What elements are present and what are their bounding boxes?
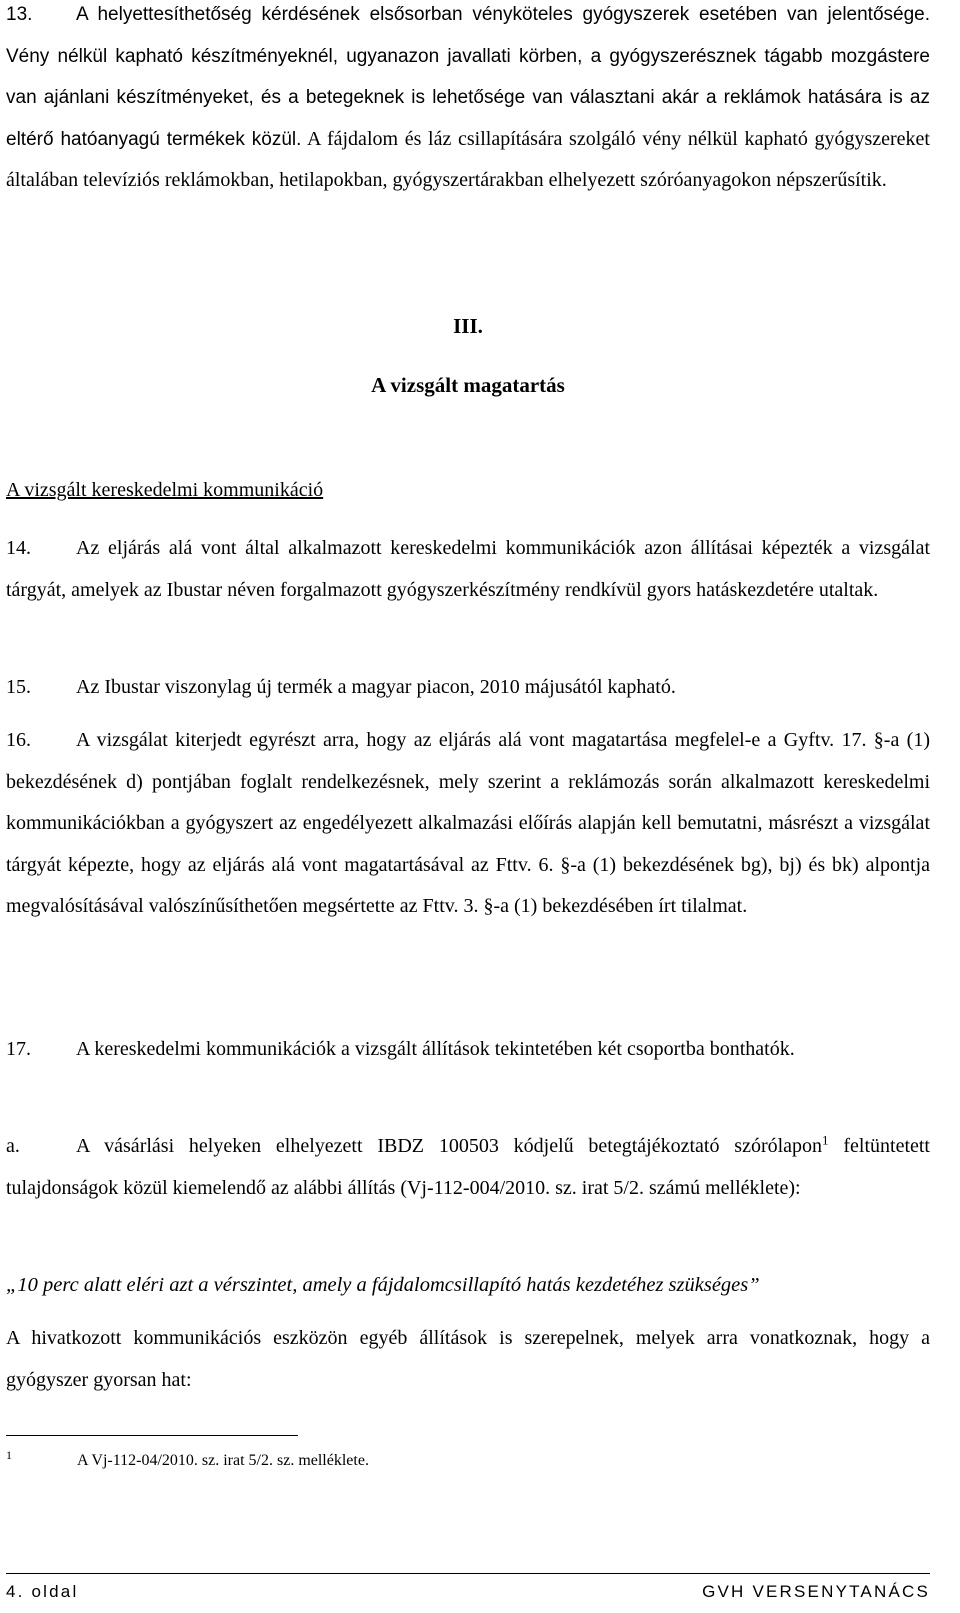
paragraph-text: A hivatkozott kommunikációs eszközön egyéb állítások is szerepelnek, melyek arra vonatkoznak, hogy a gyógyszer gyorsan hat: [6,1327,930,1391]
organization-name: GVH VERSENYTANÁCS [702,1582,930,1601]
paragraph-number: 17. [6,1038,31,1060]
paragraph-text: Az eljárás alá vont által alkalmazott kereskedelmi kommunikációk azon állításai képezték a vizsgálat tárgyát, amelyek az Ibustar néven forgalmazott gyógyszerkészítmény rendkívül gyors hatáskezdetére utaltak. [6,537,930,601]
paragraph-13 [6,0,930,202]
paragraph-text-continued: feltüntetett tulajdonságok közül kiemelendő az alábbi állítás (Vj-112-004/2010. sz. irat 5/2. számú melléklete): [6,1135,930,1199]
quoted-claim [6,1265,930,1307]
footnote-reference[interactable]: 1 [822,1132,829,1148]
paragraph-number: 13. [6,4,33,25]
paragraph-text: A kereskedelmi kommunikációk a vizsgált állítások tekintetében két csoportba bonthatók. [76,1038,795,1060]
paragraph-15 [6,667,930,709]
footer-separator [6,1573,930,1574]
paragraph-text: A vizsgálat kiterjedt egyrészt arra, hogy az eljárás alá vont magatartása megfelel-e a Gyftv. 17. §-a (1) bekezdésének d) pontjában foglalt rendelkezésnek, mely szerint a reklámozás során alkalmazott kereskedelmi kommunikációkban a gyógyszert az engedélyezett alkalmazási előírás alapján kell bemutatni, másrészt a vizsgálat tárgyát képezte, hogy az eljárás alá vont magatartásával az Fttv. 6. §-a (1) bekezdésének bg), bj) és bk) alpontja megvalósításával valószínűsíthetően megsértette az Fttv. 3. §-a (1) bekezdésében írt tilalmat. [6,729,930,917]
footnote-separator [6,1435,298,1436]
paragraph-16 [6,720,930,928]
paragraph-text: A vásárlási helyeken elhelyezett IBDZ 100503 kódjelű betegtájékoztató szórólapon [76,1135,823,1157]
section-number: III. [453,314,483,338]
paragraph-a [6,1126,930,1209]
document-page [6,0,930,1613]
paragraph-number: 14. [6,537,31,559]
footnote-text: A Vj-112-04/2010. sz. irat 5/2. sz. melléklete. [77,1452,369,1469]
page-number: 4. oldal [6,1582,79,1601]
paragraph-text-continued: A fájdalom és láz csillapítására szolgáló vény nélkül kapható gyógyszereket általában televíziós reklámokban, hetilapokban, gyógyszertárakban elhelyezett szóróanyagokon népszerűsítik. [6,127,930,191]
paragraph-14 [6,528,930,611]
paragraph-text: Az Ibustar viszonylag új termék a magyar piacon, 2010 májusától kapható. [76,676,676,698]
paragraph-number: 15. [6,676,31,698]
paragraph-text: A helyettesíthetőség kérdésének elsősorban vényköteles gyógyszerek esetében van jelentősége. Vény nélkül kapható készítményeknél, ugyanazon javallati körben, a gyógyszerésznek tágabb mozgástere van ajánlani készítményeket, és a betegeknek is lehetősége van választani akár a reklámok hatására is az eltérő hatóanyagú termékek közül. [6,4,930,150]
section-title: A vizsgált magatartás [371,373,565,397]
footnote-mark: 1 [6,1448,12,1462]
paragraph-17 [6,1029,930,1071]
quote-text: „10 perc alatt eléri azt a vérszintet, amely a fájdalomcsillapító hatás kezdetéhez szükséges” [6,1274,760,1296]
paragraph-number: 16. [6,729,31,751]
paragraph-reference [6,1318,930,1401]
paragraph-number: a. [6,1135,20,1157]
section-subtitle: A vizsgált kereskedelmi kommunikáció [6,479,324,501]
